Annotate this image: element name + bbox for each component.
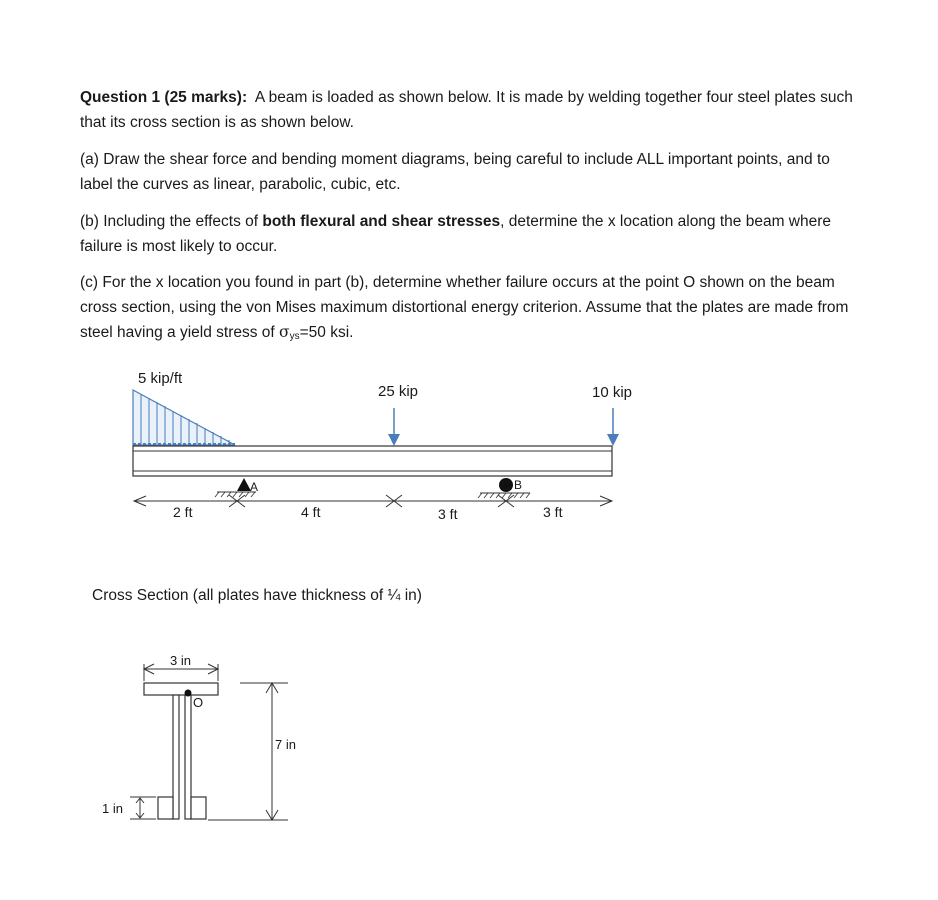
part-b-prefix: (b) Including the effects of <box>80 213 263 230</box>
question-intro-text: A beam is loaded as shown below. It is made by welding together four steel plates such that its cross section is as shown below. <box>80 89 853 131</box>
distributed-load <box>133 390 235 445</box>
sigma-subscript: ys <box>289 331 300 342</box>
support-b <box>478 478 530 498</box>
dim-label-3: 3 ft <box>438 506 458 522</box>
part-c-text: (c) For the x location you found in part (b), determine whether failure occurs at the point O shown on the beam cross section, using the von Mises maximum distortional energy criterion. Assume that the plates are made from steel having a yield stress of <box>80 274 849 341</box>
bottom-plate-left <box>158 797 173 819</box>
question-heading: Question 1 (25 marks): <box>80 89 248 106</box>
beam <box>133 446 612 476</box>
cross-section-caption: Cross Section (all plates have thickness of ¼ in) <box>92 587 422 604</box>
dim-label-2: 4 ft <box>301 504 321 520</box>
point-load-2-label: 10 kip <box>592 384 633 401</box>
width-label: 3 in <box>170 653 191 668</box>
support-a-label: A <box>250 480 259 494</box>
bottom-plate-right <box>191 797 206 819</box>
height-label: 7 in <box>275 737 296 752</box>
distributed-load-label: 5 kip/ft <box>138 370 183 387</box>
yield-value: =50 ksi. <box>299 324 354 341</box>
dim-label-1: 2 ft <box>173 504 193 520</box>
dim-label-4: 3 ft <box>543 504 563 520</box>
point-load-1-label: 25 kip <box>378 383 419 400</box>
beam-diagram <box>133 370 632 522</box>
cross-section-diagram <box>102 653 296 820</box>
support-b-label: B <box>514 478 523 492</box>
spacing-label: 1 in <box>102 801 123 816</box>
part-b-bold: both flexural and shear stresses <box>262 213 501 230</box>
spacing-dimension <box>130 797 156 819</box>
part-b-suffix: , determine the x location along the beam where failure is most likely to occur. <box>80 213 832 255</box>
web-plate-left <box>173 695 179 819</box>
dimension-line <box>134 495 612 507</box>
flange-plate <box>144 683 218 695</box>
sigma-symbol: σ <box>279 323 290 341</box>
point-o-label: O <box>193 695 204 710</box>
web-plate-right <box>185 695 191 819</box>
part-a-text: (a) Draw the shear force and bending moment diagrams, being careful to include ALL important points, and to label the curves as linear, parabolic, cubic, etc. <box>80 151 830 193</box>
point-o-marker <box>185 690 192 697</box>
